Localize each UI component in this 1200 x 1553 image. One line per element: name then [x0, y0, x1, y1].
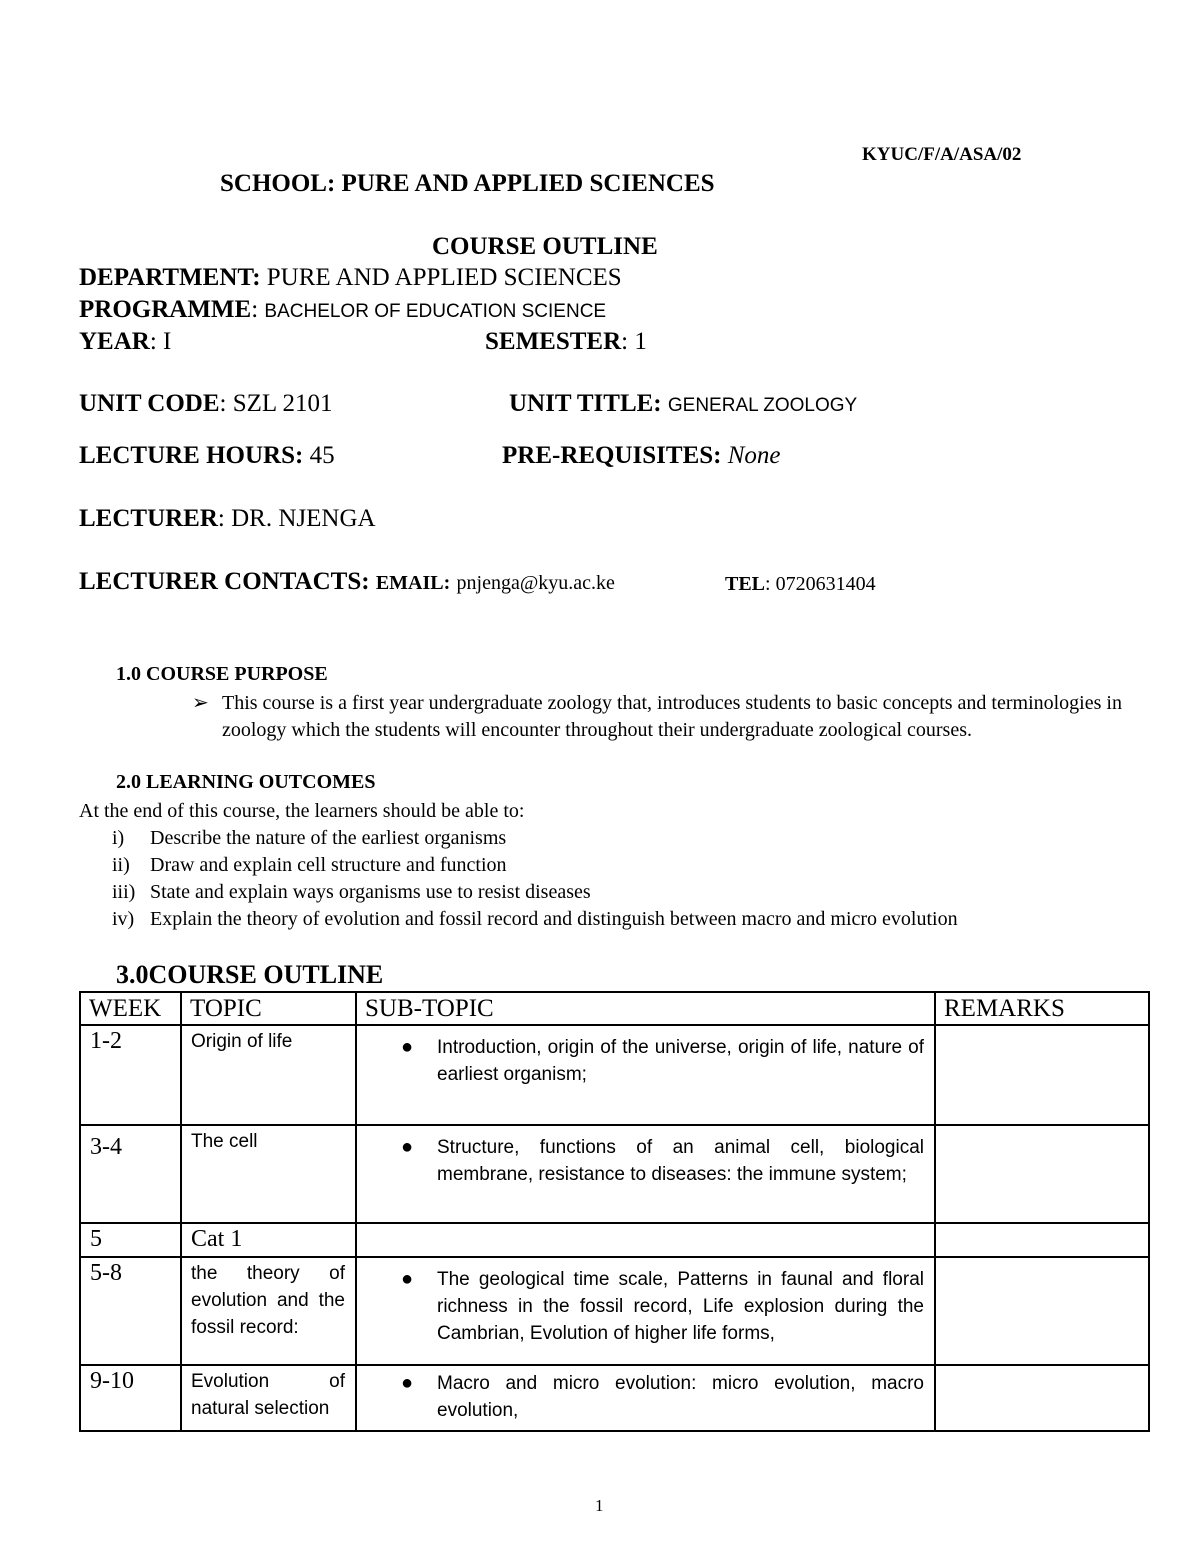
semester-label: SEMESTER: [485, 328, 622, 355]
email-label: EMAIL:: [375, 572, 451, 594]
unit-title-value: GENERAL ZOOLOGY: [667, 395, 858, 416]
school-heading: SCHOOL: PURE AND APPLIED SCIENCES: [220, 170, 715, 197]
department-line: [79, 264, 622, 292]
topic-cell: Cat 1: [181, 1223, 356, 1257]
programme-value: BACHELOR OF EDUCATION SCIENCE: [264, 301, 607, 322]
topic-cell: the theory of evolution and the fossil record:: [181, 1257, 356, 1365]
sub-topic-cell: [356, 1257, 935, 1365]
learning-outcomes-intro: At the end of this course, the learners should be able to:: [79, 800, 525, 822]
week-cell: 1-2: [80, 1025, 181, 1125]
lecture-hours-line: [79, 442, 335, 470]
remarks-cell: [935, 1365, 1149, 1431]
lecturer-line: [79, 505, 376, 533]
column-header-week: WEEK: [80, 992, 181, 1025]
list-item-number: i): [112, 827, 125, 849]
email-value: pnjenga@kyu.ac.ke: [456, 572, 615, 594]
learning-outcomes-heading: 2.0 LEARNING OUTCOMES: [116, 771, 376, 793]
course-outline-table: [79, 991, 1150, 1432]
page-number: 1: [595, 1496, 604, 1515]
list-item-text: State and explain ways organisms use to resist diseases: [150, 881, 591, 903]
department-label: DEPARTMENT:: [79, 264, 261, 291]
bullet-icon: ●: [401, 1268, 414, 1290]
learning-outcomes-list: [112, 825, 958, 933]
list-item-text: Describe the nature of the earliest organisms: [150, 827, 507, 849]
course-purpose-item: [192, 690, 1132, 744]
remarks-cell: [935, 1223, 1149, 1257]
sub-topic-text: Introduction, origin of the universe, origin of life, nature of earliest organism;: [437, 1037, 924, 1085]
list-item-text: Draw and explain cell structure and function: [150, 854, 507, 876]
lecturer-contacts-line: [79, 568, 615, 596]
remarks-cell: [935, 1025, 1149, 1125]
bullet-icon: ●: [401, 1136, 414, 1158]
programme-separator: :: [251, 296, 265, 323]
course-outline-heading: 3.0COURSE OUTLINE: [116, 960, 384, 989]
programme-line: [79, 296, 606, 324]
list-item-text: Explain the theory of evolution and fossil record and distinguish between macro and micro evolution: [150, 908, 958, 930]
sub-topic-text: Structure, functions of an animal cell, biological membrane, resistance to diseases: the immune system;: [437, 1137, 924, 1185]
lecturer-value: : DR. NJENGA: [217, 505, 376, 532]
column-header-sub-topic: SUB-TOPIC: [356, 992, 935, 1025]
list-item-number: iv): [112, 908, 135, 930]
sub-topic-text: Macro and micro evolution: micro evolution, macro evolution,: [437, 1373, 924, 1421]
semester-line: [485, 328, 647, 356]
sub-topic-cell: [356, 1223, 935, 1257]
page-title: COURSE OUTLINE: [432, 233, 658, 260]
list-item-number: iii): [112, 881, 136, 903]
table-row: [80, 1257, 1149, 1365]
arrow-bullet-icon: ➢: [192, 692, 209, 714]
bullet-icon: ●: [401, 1372, 414, 1394]
list-item: [112, 879, 958, 906]
table-row: [80, 1223, 1149, 1257]
table-row: [80, 1125, 1149, 1223]
prerequisites-label: PRE-REQUISITES:: [502, 442, 722, 469]
semester-value: : 1: [621, 328, 647, 355]
week-cell: 9-10: [80, 1365, 181, 1431]
topic-cell: Origin of life: [181, 1025, 356, 1125]
course-purpose-text: This course is a first year undergraduate zoology that, introduces students to basic concepts and terminologies in zoology which the students will encounter throughout their undergraduate zoological courses.: [222, 692, 1122, 741]
year-label: YEAR: [79, 328, 150, 355]
course-purpose-heading: 1.0 COURSE PURPOSE: [116, 663, 328, 685]
unit-title-line: [509, 390, 857, 418]
tel-label: TEL: [725, 573, 766, 595]
unit-title-label: UNIT TITLE:: [509, 390, 662, 417]
column-header-topic: TOPIC: [181, 992, 356, 1025]
week-cell: 5: [80, 1223, 181, 1257]
remarks-cell: [935, 1257, 1149, 1365]
column-header-remarks: REMARKS: [935, 992, 1149, 1025]
list-item-number: ii): [112, 854, 130, 876]
lecturer-label: LECTURER: [79, 505, 218, 532]
list-item: [112, 852, 958, 879]
table-header-row: [80, 992, 1149, 1025]
unit-code-line: [79, 390, 333, 418]
document-reference-code: KYUC/F/A/ASA/02: [862, 144, 1022, 165]
week-cell: 3-4: [80, 1125, 181, 1223]
week-cell: 5-8: [80, 1257, 181, 1365]
tel-value: : 0720631404: [765, 573, 876, 595]
lecture-hours-value: 45: [303, 442, 335, 469]
sub-topic-text: The geological time scale, Patterns in faunal and floral richness in the fossil record, Life explosion during the Cambrian, Evolution of higher life forms,: [437, 1269, 924, 1344]
unit-code-label: UNIT CODE: [79, 390, 220, 417]
contacts-label: LECTURER CONTACTS:: [79, 568, 370, 595]
lecture-hours-label: LECTURE HOURS:: [79, 442, 304, 469]
sub-topic-cell: [356, 1125, 935, 1223]
unit-code-value: : SZL 2101: [219, 390, 333, 417]
list-item: [112, 825, 958, 852]
table-row: [80, 1365, 1149, 1431]
prerequisites-value: None: [727, 442, 781, 469]
prerequisites-line: [502, 442, 781, 470]
table-row: [80, 1025, 1149, 1125]
sub-topic-cell: [356, 1365, 935, 1431]
list-item: [112, 906, 958, 933]
remarks-cell: [935, 1125, 1149, 1223]
year-line: [79, 328, 171, 356]
programme-label: PROGRAMME: [79, 296, 252, 323]
telephone-line: [725, 573, 876, 596]
topic-cell: The cell: [181, 1125, 356, 1223]
topic-cell: Evolution of natural selection: [181, 1365, 356, 1431]
department-value: PURE AND APPLIED SCIENCES: [260, 264, 622, 291]
year-value: : I: [149, 328, 172, 355]
sub-topic-cell: [356, 1025, 935, 1125]
bullet-icon: ●: [401, 1036, 414, 1058]
